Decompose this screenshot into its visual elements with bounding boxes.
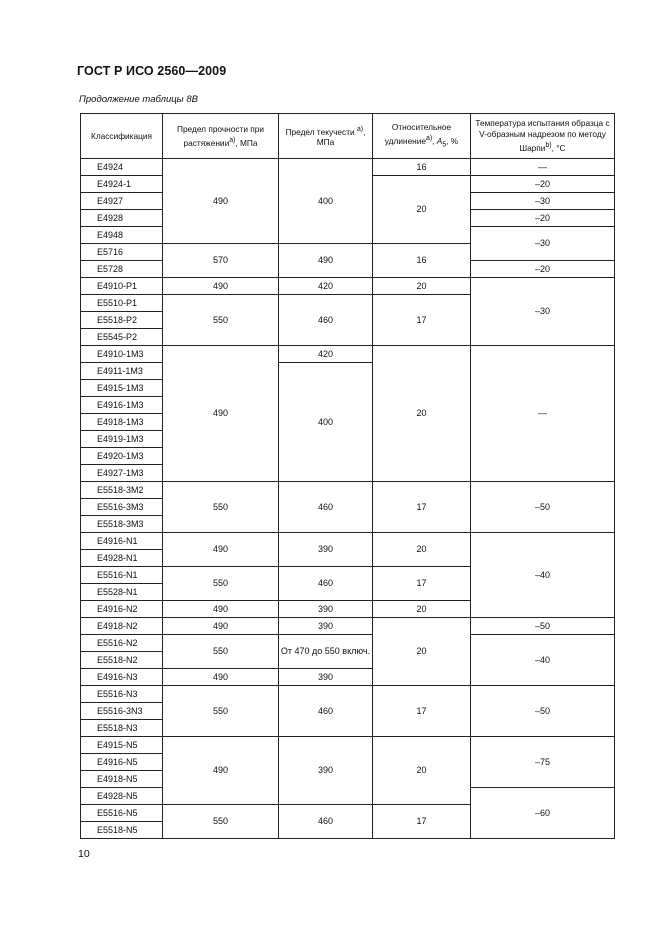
- yield-cell: 420: [279, 278, 373, 295]
- elongation-cell: 20: [373, 278, 471, 295]
- classification-cell: E4924-1: [81, 176, 163, 193]
- yield-cell: 460: [279, 295, 373, 346]
- yield-cell: 390: [279, 618, 373, 635]
- page-number: 10: [78, 848, 90, 860]
- classification-cell: E4916-N5: [81, 754, 163, 771]
- header-classification: Классификация: [81, 114, 163, 159]
- charpy-cell: –30: [471, 278, 615, 346]
- tensile-cell: 550: [163, 805, 279, 839]
- charpy-cell: –60: [471, 788, 615, 839]
- tensile-cell: 490: [163, 601, 279, 618]
- table-caption: Продолжение таблицы 8В: [79, 94, 198, 105]
- classification-cell: E4911-1M3: [81, 363, 163, 380]
- classification-cell: E5510-P1: [81, 295, 163, 312]
- charpy-cell: –50: [471, 686, 615, 737]
- elongation-cell: 16: [373, 159, 471, 176]
- classification-cell: E5716: [81, 244, 163, 261]
- classification-cell: E5518-P2: [81, 312, 163, 329]
- table-row: [81, 482, 615, 499]
- elongation-cell: 20: [373, 601, 471, 618]
- table-row: [81, 159, 615, 176]
- charpy-cell: –50: [471, 618, 615, 635]
- document-header: ГОСТ Р ИСО 2560—2009: [77, 64, 227, 78]
- charpy-cell: –20: [471, 210, 615, 227]
- yield-cell: 390: [279, 533, 373, 567]
- classification-cell: E5518-N5: [81, 822, 163, 839]
- yield-cell: От 470 до 550 включ.: [279, 635, 373, 669]
- yield-cell: 460: [279, 482, 373, 533]
- yield-cell: 490: [279, 244, 373, 278]
- yield-cell: 400: [279, 363, 373, 482]
- classification-cell: E4910-1M3: [81, 346, 163, 363]
- classification-cell: E4918-N5: [81, 771, 163, 788]
- charpy-cell: —: [471, 159, 615, 176]
- table-row: [81, 278, 615, 295]
- header-yield-strength: Предел текучести $^{а)}$, МПа: [279, 114, 373, 159]
- classification-cell: E4927: [81, 193, 163, 210]
- properties-table: [80, 113, 615, 839]
- yield-cell: 420: [279, 346, 373, 363]
- classification-cell: E5516-N3: [81, 686, 163, 703]
- elongation-cell: 17: [373, 567, 471, 601]
- classification-cell: E4910-P1: [81, 278, 163, 295]
- classification-cell: E4924: [81, 159, 163, 176]
- charpy-cell: –75: [471, 737, 615, 788]
- yield-cell: 460: [279, 567, 373, 601]
- charpy-cell: –30: [471, 193, 615, 210]
- classification-cell: E4916-1M3: [81, 397, 163, 414]
- yield-cell: 460: [279, 686, 373, 737]
- yield-cell: 390: [279, 669, 373, 686]
- tensile-cell: 550: [163, 482, 279, 533]
- classification-cell: E4916-N3: [81, 669, 163, 686]
- tensile-cell: 490: [163, 533, 279, 567]
- table-row: [81, 737, 615, 754]
- elongation-cell: 17: [373, 686, 471, 737]
- tensile-cell: 490: [163, 278, 279, 295]
- tensile-cell: 550: [163, 635, 279, 669]
- tensile-cell: 490: [163, 159, 279, 244]
- tensile-cell: 550: [163, 686, 279, 737]
- table-row: [81, 346, 615, 363]
- classification-cell: E4916-N1: [81, 533, 163, 550]
- classification-cell: E4919-1M3: [81, 431, 163, 448]
- yield-cell: 390: [279, 601, 373, 618]
- classification-cell: E4948: [81, 227, 163, 244]
- elongation-cell: 20: [373, 346, 471, 482]
- charpy-cell: —: [471, 346, 615, 482]
- elongation-cell: 17: [373, 805, 471, 839]
- classification-cell: E4928-N1: [81, 550, 163, 567]
- charpy-cell: –50: [471, 482, 615, 533]
- classification-cell: E5545-P2: [81, 329, 163, 346]
- charpy-cell: –30: [471, 227, 615, 261]
- classification-cell: E4927-1M3: [81, 465, 163, 482]
- classification-cell: E5518-N2: [81, 652, 163, 669]
- classification-cell: E5518-N3: [81, 720, 163, 737]
- elongation-cell: 17: [373, 295, 471, 346]
- classification-cell: E4928: [81, 210, 163, 227]
- table-row: [81, 618, 615, 635]
- classification-cell: E4915-1M3: [81, 380, 163, 397]
- yield-cell: 390: [279, 737, 373, 805]
- elongation-cell: 17: [373, 482, 471, 533]
- tensile-cell: 490: [163, 669, 279, 686]
- classification-cell: E4920-1M3: [81, 448, 163, 465]
- classification-cell: E4918-1M3: [81, 414, 163, 431]
- classification-cell: E5518-3M2: [81, 482, 163, 499]
- elongation-cell: 20: [373, 618, 471, 686]
- classification-cell: E4918-N2: [81, 618, 163, 635]
- elongation-cell: 20: [373, 737, 471, 805]
- classification-cell: E5516-N2: [81, 635, 163, 652]
- charpy-cell: –20: [471, 176, 615, 193]
- charpy-cell: –40: [471, 533, 615, 618]
- header-tensile-strength: Предел прочности при растяжении$^{а)}$, МПа: [163, 114, 279, 159]
- table-row: [81, 686, 615, 703]
- header-elongation: Относительное удлинение$^{а)}$, $A_5$, %: [373, 114, 471, 159]
- charpy-cell: –20: [471, 261, 615, 278]
- charpy-cell: –40: [471, 635, 615, 686]
- yield-cell: 460: [279, 805, 373, 839]
- tensile-cell: 550: [163, 567, 279, 601]
- tensile-cell: 490: [163, 346, 279, 482]
- elongation-cell: 20: [373, 176, 471, 244]
- tensile-cell: 490: [163, 737, 279, 805]
- classification-cell: E5728: [81, 261, 163, 278]
- table-header-row: [81, 114, 615, 159]
- tensile-cell: 570: [163, 244, 279, 278]
- classification-cell: E5516-3M3: [81, 499, 163, 516]
- classification-cell: E5516-3N3: [81, 703, 163, 720]
- classification-cell: E5518-3M3: [81, 516, 163, 533]
- header-charpy-temperature: Температура испытания образца с V-образным надрезом по методу Шарпи$^{b)}$, °C: [471, 114, 615, 159]
- classification-cell: E4928-N5: [81, 788, 163, 805]
- elongation-cell: 20: [373, 533, 471, 567]
- classification-cell: E4916-N2: [81, 601, 163, 618]
- classification-cell: E5516-N5: [81, 805, 163, 822]
- table-row: [81, 635, 615, 652]
- classification-cell: E5516-N1: [81, 567, 163, 584]
- table-row: [81, 533, 615, 550]
- elongation-cell: 16: [373, 244, 471, 278]
- classification-cell: E5528-N1: [81, 584, 163, 601]
- yield-cell: 400: [279, 159, 373, 244]
- tensile-cell: 550: [163, 295, 279, 346]
- classification-cell: E4915-N5: [81, 737, 163, 754]
- tensile-cell: 490: [163, 618, 279, 635]
